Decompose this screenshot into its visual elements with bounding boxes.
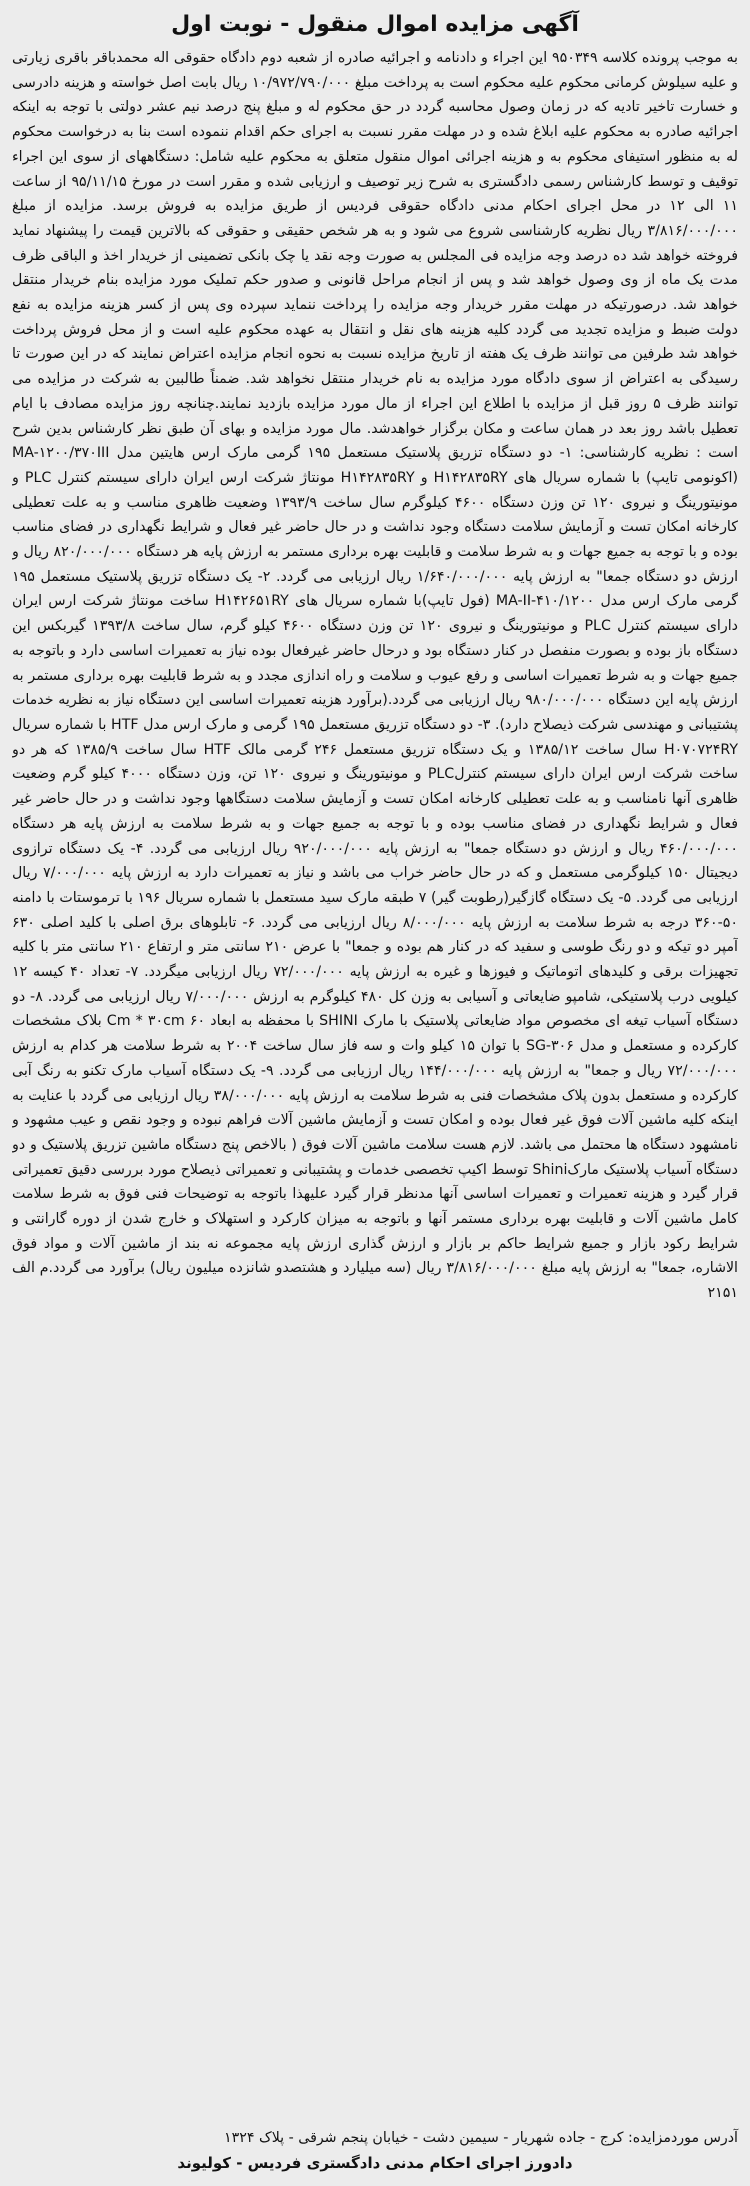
notice-paragraph: به موجب پرونده کلاسه ۹۵۰۳۴۹ این اجراء و دادنامه و اجرائیه صادره از شعبه دوم دادگاه حقوقی اله محمدباقر باقری زیارتی و علیه سیلوش کرمانی محکوم علیه محکوم است به پرداخت مبلغ ۱۰/۹۷۲/۷۹۰/۰۰۰ ریال بابت اصل خواسته و هزینه دادرسی و خسارت تاخیر تادیه که در زمان وصول محاسبه گردد در حق محکوم له و مبلغ پنج درصد نیم عشر دولتی با توجه به اینکه اجرائیه صادره به محکوم علیه ابلاغ شده و در مهلت مقرر نسبت به اجرای حکم اقدام ننموده است بنا به درخواست محکوم له به منظور استیفای محکوم به و هزینه اجرائی اموال منقول متعلق به محکوم علیه شامل: دستگاههای از سوی این اجراء توقیف و توسط کارشناس رسمی دادگستری به شرح زیر توصیف و ارزیابی شده و مقرر است در مورخ ۹۵/۱۱/۱۵ از ساعت ۱۱ الی ۱۲ در محل اجرای احکام مدنی دادگاه حقوقی فردیس از طریق مزایده به فروش برسد. مزایده از مبلغ ۳/۸۱۶/۰۰۰/۰۰۰ ریال نظریه کارشناسی شروع می شود و به هر شخص حقیقی و حقوقی که بالاترین قیمت را پیشنهاد نماید فروخته خواهد شد ده درصد وجه مزایده فی المجلس به صورت وجه نقد یا چک بانکی تضمینی از خریدار اخذ و الباقی ظرف مدت یک ماه از وی وصول خواهد شد و پس از انجام مراحل قانونی و صدور حکم تملیک مورد مزایده بنام خریدار منتقل خواهد شد. درصورتیکه در مهلت مقرر خریدار وجه مزایده را پرداخت ننماید سپرده وی پس از کسر هزینه مزایده به نفع دولت ضبط و مزایده تجدید می گردد کلیه هزینه های نقل و انتقال به عهده محکوم علیه است و از محل فروش پرداخت خواهد شد طرفین می توانند ظرف یک هفته از تاریخ مزایده نسبت به نحوه انجام مزایده اعتراض نمایند که در این صورت تا رسیدگی به اعتراض از سوی دادگاه مورد مزایده به نام خریدار منتقل نخواهد شد. ضمناً طالبین به شرکت در مزایده می توانند ظرف ۵ روز قبل از مزایده با اطلاع این اجراء از مال مورد مزایده بازدید نمایند.چنانچه روز مزایده مصادف با ایام تعطیل باشد روز بعد در همان ساعت و مکان برگزار خواهدشد. مال مورد مزایده و بهای آن طبق نظر کارشناس بدین شرح است : نظریه کارشناسی: ۱- دو دستگاه تزریق پلاستیک مستعمل ۱۹۵ گرمی مارک ارس هایتین مدل MA-۱۲۰۰/۳۷۰III (اکونومی تایپ) با شماره سریال های H۱۴۲۸۳۵RY و H۱۴۲۸۳۵RY مونتاژ شرکت ارس ایران دارای سیستم کنترل PLC و مونیتورینگ و نیروی ۱۲۰ تن وزن دستگاه ۴۶۰۰ کیلوگرم سال ساخت ۱۳۹۳/۹ وضعیت ظاهری مناسب و به علت تعطیلی کارخانه امکان تست و آزمایش سلامت دستگاه وجود نداشت و در حال حاضر غیر فعال و شرایط نگهداری در فضای مناسب بوده و با توجه به جمیع جهات و به شرط سلامت و قابلیت بهره برداری مستمر به ارزش پایه هر دستگاه ۸۲۰/۰۰۰/۰۰۰ ریال و ارزش دو دستگاه جمعا" به ارزش پایه ۱/۶۴۰/۰۰۰/۰۰۰ ریال ارزیابی می گردد. ۲- یک دستگاه تزریق پلاستیک مستعمل ۱۹۵ گرمی مارک ارس مدل MA-II-۴۱۰/۱۲۰۰ (فول تایپ)با شماره سریال های H۱۴۲۶۵۱RY ساخت مونتاژ شرکت ارس ایران دارای سیستم کنترل PLC و مونیتورینگ و نیروی ۱۲۰ تن وزن دستگاه ۴۶۰۰ کیلو گرم، سال ساخت ۱۳۹۳/۸ گیربکس این دستگاه باز بوده و بصورت منفصل در کنار دستگاه بود و درحال حاضر غیرفعال بوده نیاز به تعمیرات اساسی دارد و باتوجه به جمیع جهات و به شرط تعمیرات اساسی و رفع عیوب و سلامت و راه اندازی مجدد و به شرط قابلیت بهره برداری مستمر به ارزش پایه این دستگاه ۹۸۰/۰۰۰/۰۰۰ ریال ارزیابی می گردد.(برآورد هزینه تعمیرات اساسی این دستگاه نیاز به نظریه خدمات پشتیبانی و مهندسی شرکت ذیصلاح دارد). ۳- دو دستگاه تزریق مستعمل ۱۹۵ گرمی و مارک ارس مدل HTF با شماره سریال H۰۷۰۷۲۴RY سال ساخت ۱۳۸۵/۱۲ و یک دستگاه تزریق مستعمل ۲۴۶ گرمی مالک HTF سال ساخت ۱۳۸۵/۹ که هر دو ساخت شرکت ارس ایران دارای سیستم کنترلPLC و مونیتورینگ و نیروی ۱۲۰ تن، وزن دستگاه ۴۰۰۰ کیلو گرم وضعیت ظاهری آنها نامناسب و به علت تعطیلی کارخانه امکان تست و آزمایش سلامت دستگاهها وجود نداشت و در حال حاضر غیر فعال و شرایط نگهداری در فضای مناسب بوده و با توجه به جمیع جهات و به شرط سلامت به ارزش پایه هر دستگاه ۴۶۰/۰۰۰/۰۰۰ ریال و ارزش دو دستگاه جمعا" به ارزش پایه ۹۲۰/۰۰۰/۰۰۰ ریال ارزیابی می گردد. ۴- یک دستگاه ترازوی دیجیتال ۱۵۰ کیلوگرمی مستعمل و که در حال حاضر خراب می باشد و نیاز به تعمیرات دارد به ارزش پایه ۷/۰۰۰/۰۰۰ ریال ارزیابی می گردد. ۵- یک دستگاه گازگیر(رطوبت گیر) ۷ طبقه مارک سید مستعمل با شماره سریال ۱۹۶ با ترموستات با دامنه ۵۰-۳۶۰ درجه به شرط سلامت به ارزش پایه ۸/۰۰۰/۰۰۰ ریال ارزیابی می گردد. ۶- تابلوهای برق اصلی با کلید اصلی ۶۳۰ آمپر دو تیکه و دو رنگ طوسی و سفید که در کنار هم بوده و جمعا" با عرض ۲۱۰ سانتی متر و ارتفاع ۲۱۰ سانتی متر با کلیه تجهیزات برقی و کلیدهای اتوماتیک و فیوزها و غیره به ارزش پایه ۷۲/۰۰۰/۰۰۰ ریال ارزیابی میگردد. ۷- تعداد ۴۰ کیسه ۱۲ کیلویی درب پلاستیکی، شامپو ضایعاتی و آسیابی به وزن کل ۴۸۰ کیلوگرم به ارزش ۷/۰۰۰/۰۰۰ ریال ارزیابی می گردد. ۸- دو دستگاه آسیاب تیغه ای مخصوص مواد ضایعاتی پلاستیک با مارک SHINI با محفظه به ابعاد ۶۰ Cm * ۳۰cm بلاک مشخصات کارکرده و مستعمل و مدل SG-۳۰۶ با توان ۱۵ کیلو وات و سه فاز سال ساخت ۲۰۰۴ به شرط سلامت هر کدام به ارزش ۷۲/۰۰۰/۰۰۰ ریال و جمعا" به ارزش پایه ۱۴۴/۰۰۰/۰۰۰ ریال ارزیابی می گردد. ۹- یک دستگاه آسیاب مارک تکنو به رنگ آبی کارکرده و مستعمل بدون پلاک مشخصات فنی به شرط سلامت به ارزش پایه ۳۸/۰۰۰/۰۰۰ ریال ارزیابی می گردد با عنایت به اینکه کلیه ماشین آلات فوق غیر فعال بوده و امکان تست و آزمایش ماشین آلات فراهم نبوده و وجود نقص و عیب مشهود و نامشهود دستگاه ها محتمل می باشد. لازم هست سلامت ماشین آلات فوق ( بالاخص پنج دستگاه ماشین تزریق پلاستیک و دو دستگاه آسیاب پلاستیک مارکShini توسط اکیپ تخصصی خدمات و پشتیبانی و تعمیراتی ذیصلاح مورد بررسی دقیق تعمیراتی قرار گیرد و هزینه تعمیرات و تعمیرات اساسی آنها مدنظر قرار گیرد علیهذا باتوجه به توضیحات فنی فوق به شرط سلامت کامل ماشین آلات و قابلیت بهره برداری مستمر آنها و باتوجه به میزان کارکرد و استهلاک و خارج شدن از دوره گارانتی و شرایط رکود بازار و جمیع شرایط حاکم بر بازار و ارزش گذاری ارزش پایه مجموعه نه بند از ماشین آلات و مواد فوق الاشاره، جمعا" به ارزش پایه مبلغ ۳/۸۱۶/۰۰۰/۰۰۰ ریال (سه میلیارد و هشتصدو شانزده میلیون ریال) برآورد می گردد.م الف ۲۱۵۱ — [12, 50, 738, 1302]
auction-address: آدرس موردمزایده: کرج - جاده شهریار - سیمین دشت - خیابان پنجم شرقی - پلاک ۱۳۲۴ — [224, 2130, 738, 2146]
notice-title: آگهی مزایده اموال منقول - نوبت اول — [171, 12, 579, 37]
notice-signature: دادورز اجرای احکام مدنی دادگستری فردیس - کولیوند — [177, 2154, 573, 2172]
notice-body — [12, 46, 738, 2124]
